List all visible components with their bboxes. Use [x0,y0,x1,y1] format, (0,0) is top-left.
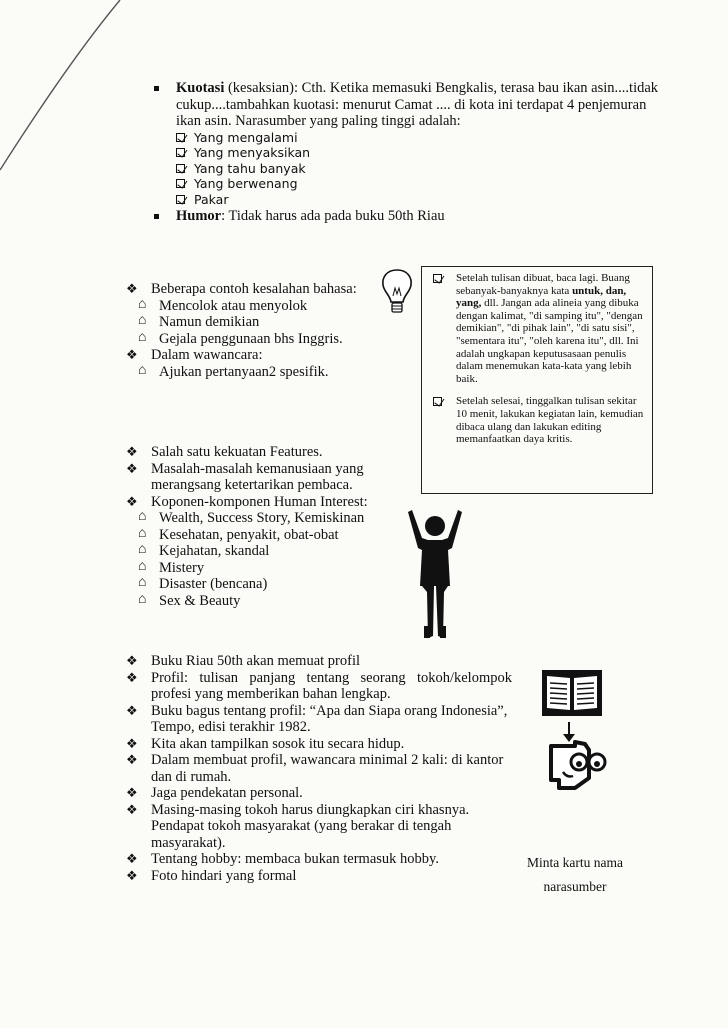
list-item: ⌂ Wealth, Success Story, Kemiskinan [138,509,365,526]
humor-item [150,208,670,225]
profile-section [126,653,512,884]
checklist-item: Yang tahu banyak [150,161,670,177]
list-item: ⌂ Namun demikian [138,313,260,330]
checklist-item: Yang berwenang [150,176,670,192]
list-item: ⌂ Disaster (bencana) [138,575,268,592]
diamond-bullet-icon: ❖ [126,669,138,685]
humor-text: : Tidak harus ada pada buku 50th Riau [221,208,445,224]
house-bullet-icon: ⌂ [138,591,147,607]
list-item: ❖ Profil: tulisan panjang tentang seorang tokoh/kelompok profesi yang memberikan bahan lengkap. [126,669,512,702]
square-bullet-icon [154,86,159,91]
open-book-icon [541,668,603,720]
checked-box-icon [176,195,185,204]
checked-box-icon [176,148,185,157]
diamond-bullet-icon: ❖ [126,493,138,509]
source-checklist [150,130,670,208]
diamond-bullet-icon: ❖ [126,460,138,476]
checklist-item: Yang mengalami [150,130,670,146]
list-item: ❖ Kita akan tampilkan sosok itu secara hidup. [126,735,405,752]
caption-line: Minta kartu nama [527,855,623,870]
list-item: ❖ Masing-masing tokoh harus diungkapkan ciri khasnya. Pendapat tokoh masyarakat (yang berakar di tengah masyarakat). [126,801,470,851]
diamond-bullet-icon: ❖ [126,785,138,800]
tip-item: Setelah tulisan dibuat, baca lagi. Buang sebanyak-banyaknya kata untuk, dan, yang, dll. Jangan ada alineia yang dibuka dengan kalimat, "di samping itu", "dengan demikian", "di pihak lain", "di satu sisi", "sementara itu", "oleh karena itu", dll. Ini adalah ungkapan keputusasaan penulis dalam menemukan kata-kata yang lebih baik. [428,272,646,385]
square-bullet-icon [154,214,159,219]
diamond-bullet-icon: ❖ [126,444,138,459]
diamond-bullet-icon: ❖ [126,735,138,751]
list-item: ❖ Koponen-komponen Human Interest: [126,493,368,510]
list-item: ❖ Dalam wawancara: [126,347,263,363]
kuotasi-text: (kesaksian): Cth. Ketika memasuki Bengkalis, terasa bau ikan asin....tidak cukup....tambahkan kuotasi: menurut Camat .... di kota ini terdapat 4 penjemuran ikan asin. Narasumber yang paling tinggi adalah: [176,80,659,129]
list-item: ⌂ Kejahatan, skandal [138,542,270,559]
list-item: ❖ Beberapa contoh kesalahan bahasa: [126,281,357,297]
checklist-item: Pakar [150,192,670,208]
house-bullet-icon: ⌂ [138,329,147,345]
diamond-bullet-icon: ❖ [126,281,138,296]
kuotasi-item [150,80,670,130]
human-interest-section [126,444,396,609]
house-bullet-icon: ⌂ [138,313,147,328]
lightbulb-icon [380,268,414,316]
list-item: ⌂ Mistery [138,558,205,576]
diamond-bullet-icon: ❖ [126,653,138,668]
checked-box-icon [176,164,185,173]
diamond-bullet-icon: ❖ [126,801,138,817]
cheering-person-icon [400,508,470,643]
house-bullet-icon: ⌂ [138,575,147,590]
list-item: ❖ Jaga pendekatan personal. [126,785,303,801]
quotation-section [150,80,670,225]
house-bullet-icon: ⌂ [138,296,147,312]
diamond-bullet-icon: ❖ [126,347,138,362]
checked-box-icon [433,274,442,283]
diamond-bullet-icon: ❖ [126,702,138,718]
house-bullet-icon: ⌂ [138,362,147,378]
checked-box-icon [433,397,442,406]
list-item: ⌂ Gejala penggunaan bhs Inggris. [138,329,343,347]
house-bullet-icon: ⌂ [138,542,147,557]
diamond-bullet-icon: ❖ [126,752,138,767]
list-item: ❖ Dalam membuat profil, wawancara minimal 2 kali: di kantor dan di rumah. [126,752,504,785]
list-item: ⌂ Sex & Beauty [138,591,241,609]
caption [520,851,630,899]
scan-edge-mark [0,0,130,190]
house-bullet-icon: ⌂ [138,558,147,574]
face-icon [545,722,607,794]
diamond-bullet-icon: ❖ [126,867,138,883]
list-item: ❖ Buku bagus tentang profil: “Apa dan Siapa orang Indonesia”, Tempo, edisi terakhir 1982. [126,702,508,735]
diamond-bullet-icon: ❖ [126,851,138,866]
house-bullet-icon: ⌂ [138,525,147,541]
kuotasi-term: Kuotasi [176,80,225,96]
list-item: ❖ Buku Riau 50th akan memuat profil [126,653,361,669]
editing-tips-box [421,266,653,494]
caption-line: narasumber [543,879,607,894]
list-item: ⌂ Mencolok atau menyolok [138,296,308,314]
list-item: ⌂ Ajukan pertanyaan2 spesifik. [138,362,329,380]
checked-box-icon [176,133,185,142]
checked-box-icon [176,179,185,188]
language-errors-section [126,281,376,380]
house-bullet-icon: ⌂ [138,509,147,524]
list-item: ❖ Masalah-masalah kemanusiaan yang merangsang ketertarikan pembaca. [126,460,364,493]
list-item: ⌂ Kesehatan, penyakit, obat-obat [138,525,339,543]
list-item: ❖ Salah satu kekuatan Features. [126,444,323,460]
list-item: ❖ Tentang hobby: membaca bukan termasuk hobby. [126,851,439,867]
tip-item: Setelah selesai, tinggalkan tulisan sekitar 10 menit, lakukan kegiatan lain, kemudian dibaca ulang dan lakukan editing memanfaatkan daya kritis. [428,395,646,445]
checklist-item: Yang menyaksikan [150,145,670,161]
humor-term: Humor [176,208,222,224]
list-item: ❖ Foto hindari yang formal [126,867,297,884]
